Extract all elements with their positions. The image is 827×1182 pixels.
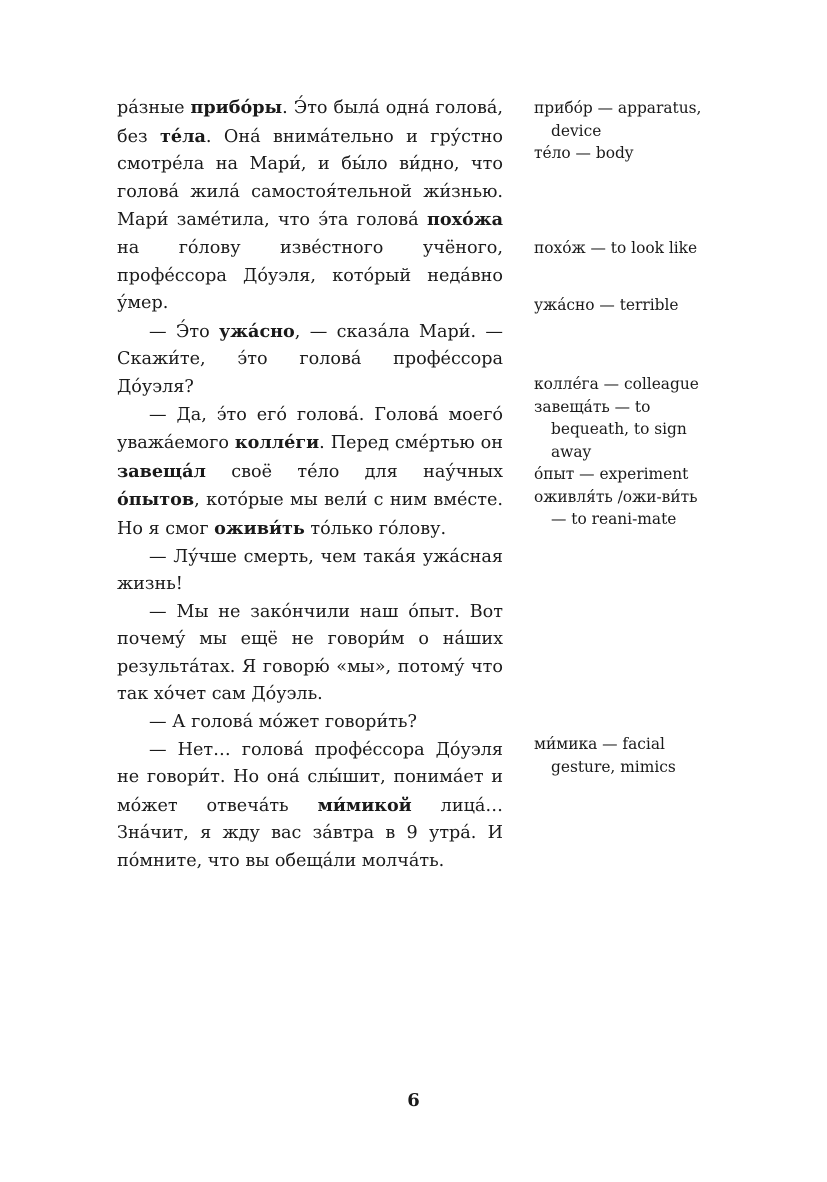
paragraph-7	[117, 737, 503, 876]
paragraph-1	[117, 94, 503, 318]
glossary-entry: похо́ж — to look like	[534, 239, 698, 257]
text-run: ра́зные	[117, 98, 191, 118]
text-run: то́лько го́лову.	[304, 518, 447, 539]
bold-term: прибо́ры	[190, 97, 283, 118]
glossary-entry: ужа́сно — terrible	[534, 296, 679, 314]
text-run: . Перед сме́ртью он	[319, 433, 504, 454]
paragraph-3	[117, 402, 503, 544]
glossary-entry: завеща́ть — to bequeath, to sign away	[534, 397, 687, 461]
bold-term: завеща́л	[117, 460, 206, 482]
glossary-entry: ми́мика — facial gesture, mimics	[534, 735, 676, 776]
glossary-entry: прибо́р — apparatus, device	[534, 99, 702, 140]
paragraph-2	[117, 318, 503, 402]
glossary-group-2	[534, 237, 744, 260]
text-run: — Да, э́то его́ голова́. Голова́ моего́ уважа́емого	[117, 404, 503, 454]
glossary-entry: о́пыт — experiment	[534, 465, 689, 483]
paragraph-5: — Мы не зако́нчили наш о́пыт. Вот почему́ мы ещё не говори́м о на́ших результа́тах. Я говорю́ «мы», потому́ что так хо́чет сам До́уэль.	[117, 601, 503, 705]
main-text	[117, 94, 503, 876]
text-run: лица́… Зна́чит, я жду вас за́втра в 9 утра́. И по́мните, что вы обеща́ли молча́ть.	[117, 795, 503, 872]
bold-term: оживи́ть	[214, 517, 305, 539]
bold-term: те́ла	[160, 125, 206, 147]
bold-term: колле́ги	[234, 432, 320, 454]
bold-term: ми́микой	[317, 794, 412, 816]
text-run: на го́лову изве́стного учёного, профе́ссора До́уэля, кото́рый неда́вно у́мер.	[117, 237, 503, 314]
glossary-entry: те́ло — body	[534, 144, 634, 162]
text-run: , кото́рые мы вели́ с ним вме́сте. Но я смог	[117, 490, 503, 539]
bold-term: похо́жа	[426, 209, 503, 231]
paragraph-4: — Лу́чше смерть, чем така́я ужа́сная жизнь!	[117, 546, 503, 595]
text-run: , — сказа́ла Мари́. — Скажи́те, э́то голова́ профе́ссора До́уэля?	[117, 321, 503, 397]
glossary-group-4	[534, 373, 709, 531]
glossary-group-3	[534, 294, 744, 317]
text-run: . Она́ внима́тельно и гру́стно смотре́ла на Мари́, и бы́ло ви́дно, что голова́ жила́ самостоя́тельной жи́знью. Мари́ заме́тила, что э́та голова́	[117, 126, 503, 231]
glossary-group-5	[534, 733, 709, 778]
glossary-entry: колле́га — colleague	[534, 375, 699, 393]
text-run: — Нет… голова́ профе́ссора До́уэля не говори́т. Но она́ слы́шит, понима́ет и мо́жет отвеча́ть	[117, 739, 503, 816]
glossary-group-1	[534, 97, 744, 165]
text-run: своё те́ло для нау́чных	[205, 461, 503, 482]
page-number: 6	[407, 1090, 420, 1111]
bold-term: ужа́сно	[219, 320, 295, 342]
glossary-entry: оживля́ть /ожи-ви́ть — to reani-mate	[534, 487, 698, 528]
paragraph-6: — А голова́ мо́жет говори́ть?	[149, 712, 417, 733]
text-run: — Э́то	[149, 321, 220, 342]
bold-term: о́пытов	[117, 489, 195, 511]
text-run: . Э́то была́ одна́ голова́, без	[117, 98, 503, 147]
